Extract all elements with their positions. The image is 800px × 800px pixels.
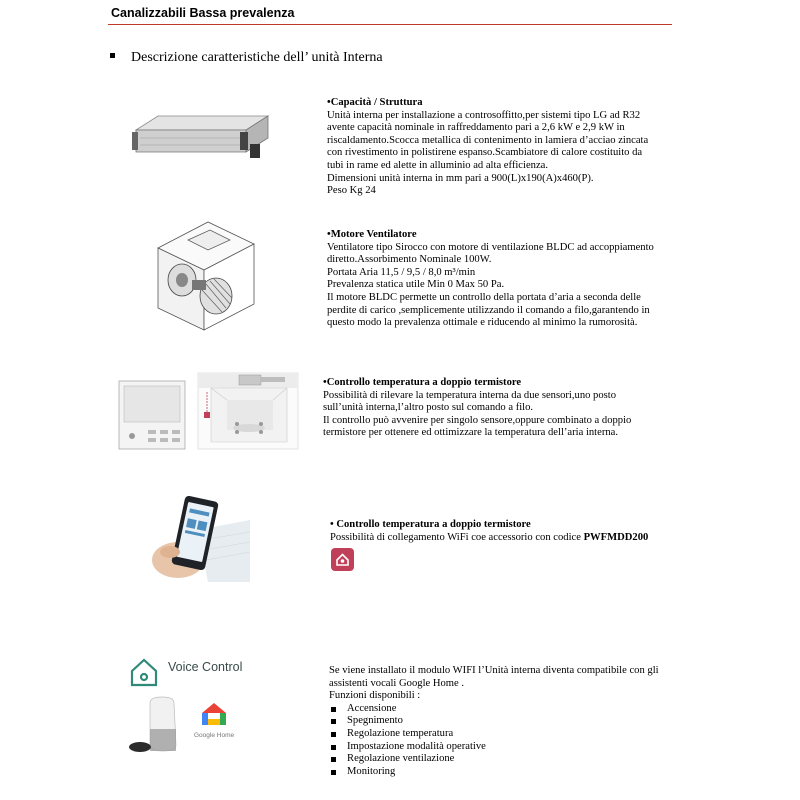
text-line: Unità interna per installazione a controsoffitto,per sistemi tipo LG ad R32 [327,109,641,121]
ducted-unit-image [128,108,273,164]
section-wifi-title: • Controllo temperatura a doppio termistore [330,519,531,530]
accessory-code: PWFMDD200 [583,531,649,543]
section-dual-thermistor-title: •Controllo temperatura a doppio termistore [323,377,522,388]
text-line: Se viene installato il modulo WIFI l’Unità interna diventa compatibile con gli [329,665,659,676]
text-line: Portata Aria 11,5 / 9,5 / 8,0 m³/min [327,266,476,278]
section-heading-text: Descrizione caratteristiche dell’ unità Interna [131,50,383,65]
text-line: Peso Kg 24 [327,185,376,197]
section-fan-motor [327,229,677,330]
text-line: termistore per ottenere ed ottimizzare la temperatura dell’aria interna. [323,427,619,439]
text-line: avente capacità nominale in raffreddamento pari a 2,6 kW e 2,9 kW in [327,122,625,134]
header-divider [108,24,672,25]
list-item: Regolazione temperatura [329,728,681,741]
text-line: perdite di carico ,semplicemente utilizzando il comando a filo,garantendo in [327,304,650,316]
list-item: Accensione [329,703,681,716]
page-header-title: Canalizzabili Bassa prevalenza [111,6,295,20]
voice-control-image [128,655,248,757]
thinq-app-icon [331,548,354,571]
text-line: Il motore BLDC permette un controllo della portata d’aria a seconda delle [327,291,641,303]
text-line: Possibilità di rilevare la temperatura interna da due sensori,uno posto [323,389,617,401]
section-voice-control [329,665,681,778]
list-item: Impostazione modalità operative [329,741,681,754]
section-capacity-title: •Capacità / Struttura [327,97,423,108]
text-line: Funzioni disponibili : [329,690,421,702]
text-line: diretto.Assorbimento Nominale 100W. [327,254,492,266]
section-capacity [327,97,673,198]
text-line: tubi in rame ed alette in alluminio ad alta efficienza. [327,159,549,171]
section-heading [110,50,383,66]
list-item: Spegnimento [329,715,681,728]
section-dual-thermistor [323,377,673,440]
text-line: Prevalenza statica utile Min 0 Max 50 Pa. [327,279,505,291]
functions-list [329,703,681,779]
voice-control-label: Voice Control [168,660,243,674]
text-line: questo modo la prevalenza ottimale e riducendo al minimo la rumorosità. [327,317,638,329]
text-line: assistenti vocali Google Home . [329,677,465,689]
list-item: Regolazione ventilazione [329,753,681,766]
text-line: Dimensioni unità interna in mm pari a 900(L)x190(A)x460(P). [327,172,594,184]
text-line: sull’unità interna,l’altro posto sul comando a filo. [323,402,534,414]
text-line: Il controllo può avvenire per singolo sensore,oppure combinato a doppio [323,414,632,426]
list-item: Monitoring [329,766,681,779]
fan-motor-drawing [148,218,256,336]
google-home-label: Google Home [194,732,235,739]
section-wifi [330,519,680,544]
wifi-accessory-text: Possibilità di collegamento WiFi coe accessorio con codice [330,531,584,543]
room-installation-diagram [197,372,299,450]
text-line [330,532,680,545]
text-line: con rivestimento in polistirene espanso.Scambiatore di calore costituito da [327,147,643,159]
section-fan-motor-title: •Motore Ventilatore [327,229,417,240]
smartphone-app-photo [138,490,250,582]
text-line: riscaldamento.Scocca metallica di contenimento in lamiera d’acciao zincata [327,134,649,146]
google-home-icon [202,703,226,725]
wired-remote-image [118,380,186,450]
voice-control-house-icon [132,660,156,685]
bullet-square-icon [110,53,115,58]
text-line: Ventilatore tipo Sirocco con motore di ventilazione BLDC ad accoppiamento [327,241,654,253]
